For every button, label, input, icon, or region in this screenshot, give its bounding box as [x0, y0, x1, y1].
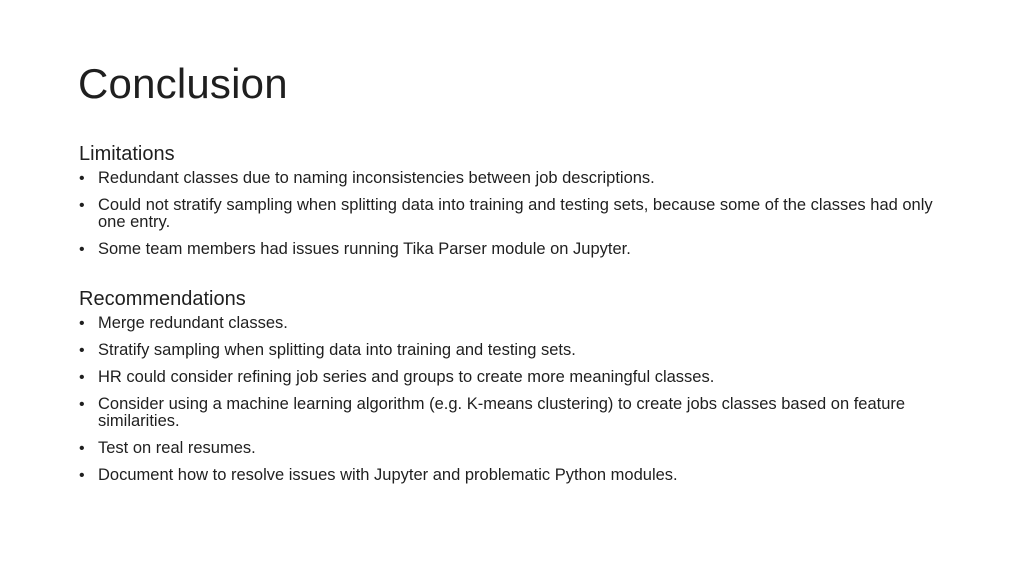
bullet-item: [79, 315, 959, 332]
bullet-text: HR could consider refining job series and groups to create more meaningful classes.: [98, 368, 715, 386]
bullet-icon: •: [79, 241, 85, 258]
bullet-icon: •: [79, 197, 85, 214]
bullet-icon: •: [79, 170, 85, 187]
bullet-item: [79, 170, 959, 187]
bullet-item: [79, 396, 959, 430]
slide-content: [79, 141, 959, 494]
bullet-icon: •: [79, 396, 85, 413]
section-heading: Recommendations: [79, 288, 246, 310]
bullet-text: Some team members had issues running Tika Parser module on Jupyter.: [98, 240, 631, 258]
slide-title: Conclusion: [78, 60, 288, 107]
bullet-item: [79, 197, 959, 231]
bullet-list: [79, 170, 959, 258]
bullet-text: Could not stratify sampling when splitting data into training and testing sets, because some of the classes had only one entry.: [98, 196, 933, 231]
bullet-item: [79, 369, 959, 386]
bullet-text: Redundant classes due to naming inconsistencies between job descriptions.: [98, 169, 655, 187]
bullet-item: [79, 241, 959, 258]
bullet-text: Document how to resolve issues with Jupyter and problematic Python modules.: [98, 466, 678, 484]
bullet-item: [79, 440, 959, 457]
bullet-icon: •: [79, 369, 85, 386]
bullet-icon: •: [79, 467, 85, 484]
section-recommendations: [79, 286, 959, 484]
section-limitations: [79, 141, 959, 258]
bullet-text: Merge redundant classes.: [98, 314, 288, 332]
bullet-icon: •: [79, 342, 85, 359]
bullet-icon: •: [79, 440, 85, 457]
bullet-text: Consider using a machine learning algorithm (e.g. K-means clustering) to create jobs classes based on feature similarities.: [98, 395, 906, 430]
bullet-item: [79, 342, 959, 359]
bullet-item: [79, 467, 959, 484]
bullet-text: Stratify sampling when splitting data into training and testing sets.: [98, 341, 576, 359]
bullet-text: Test on real resumes.: [98, 439, 256, 457]
bullet-list: [79, 315, 959, 484]
section-heading: Limitations: [79, 143, 175, 165]
bullet-icon: •: [79, 315, 85, 332]
